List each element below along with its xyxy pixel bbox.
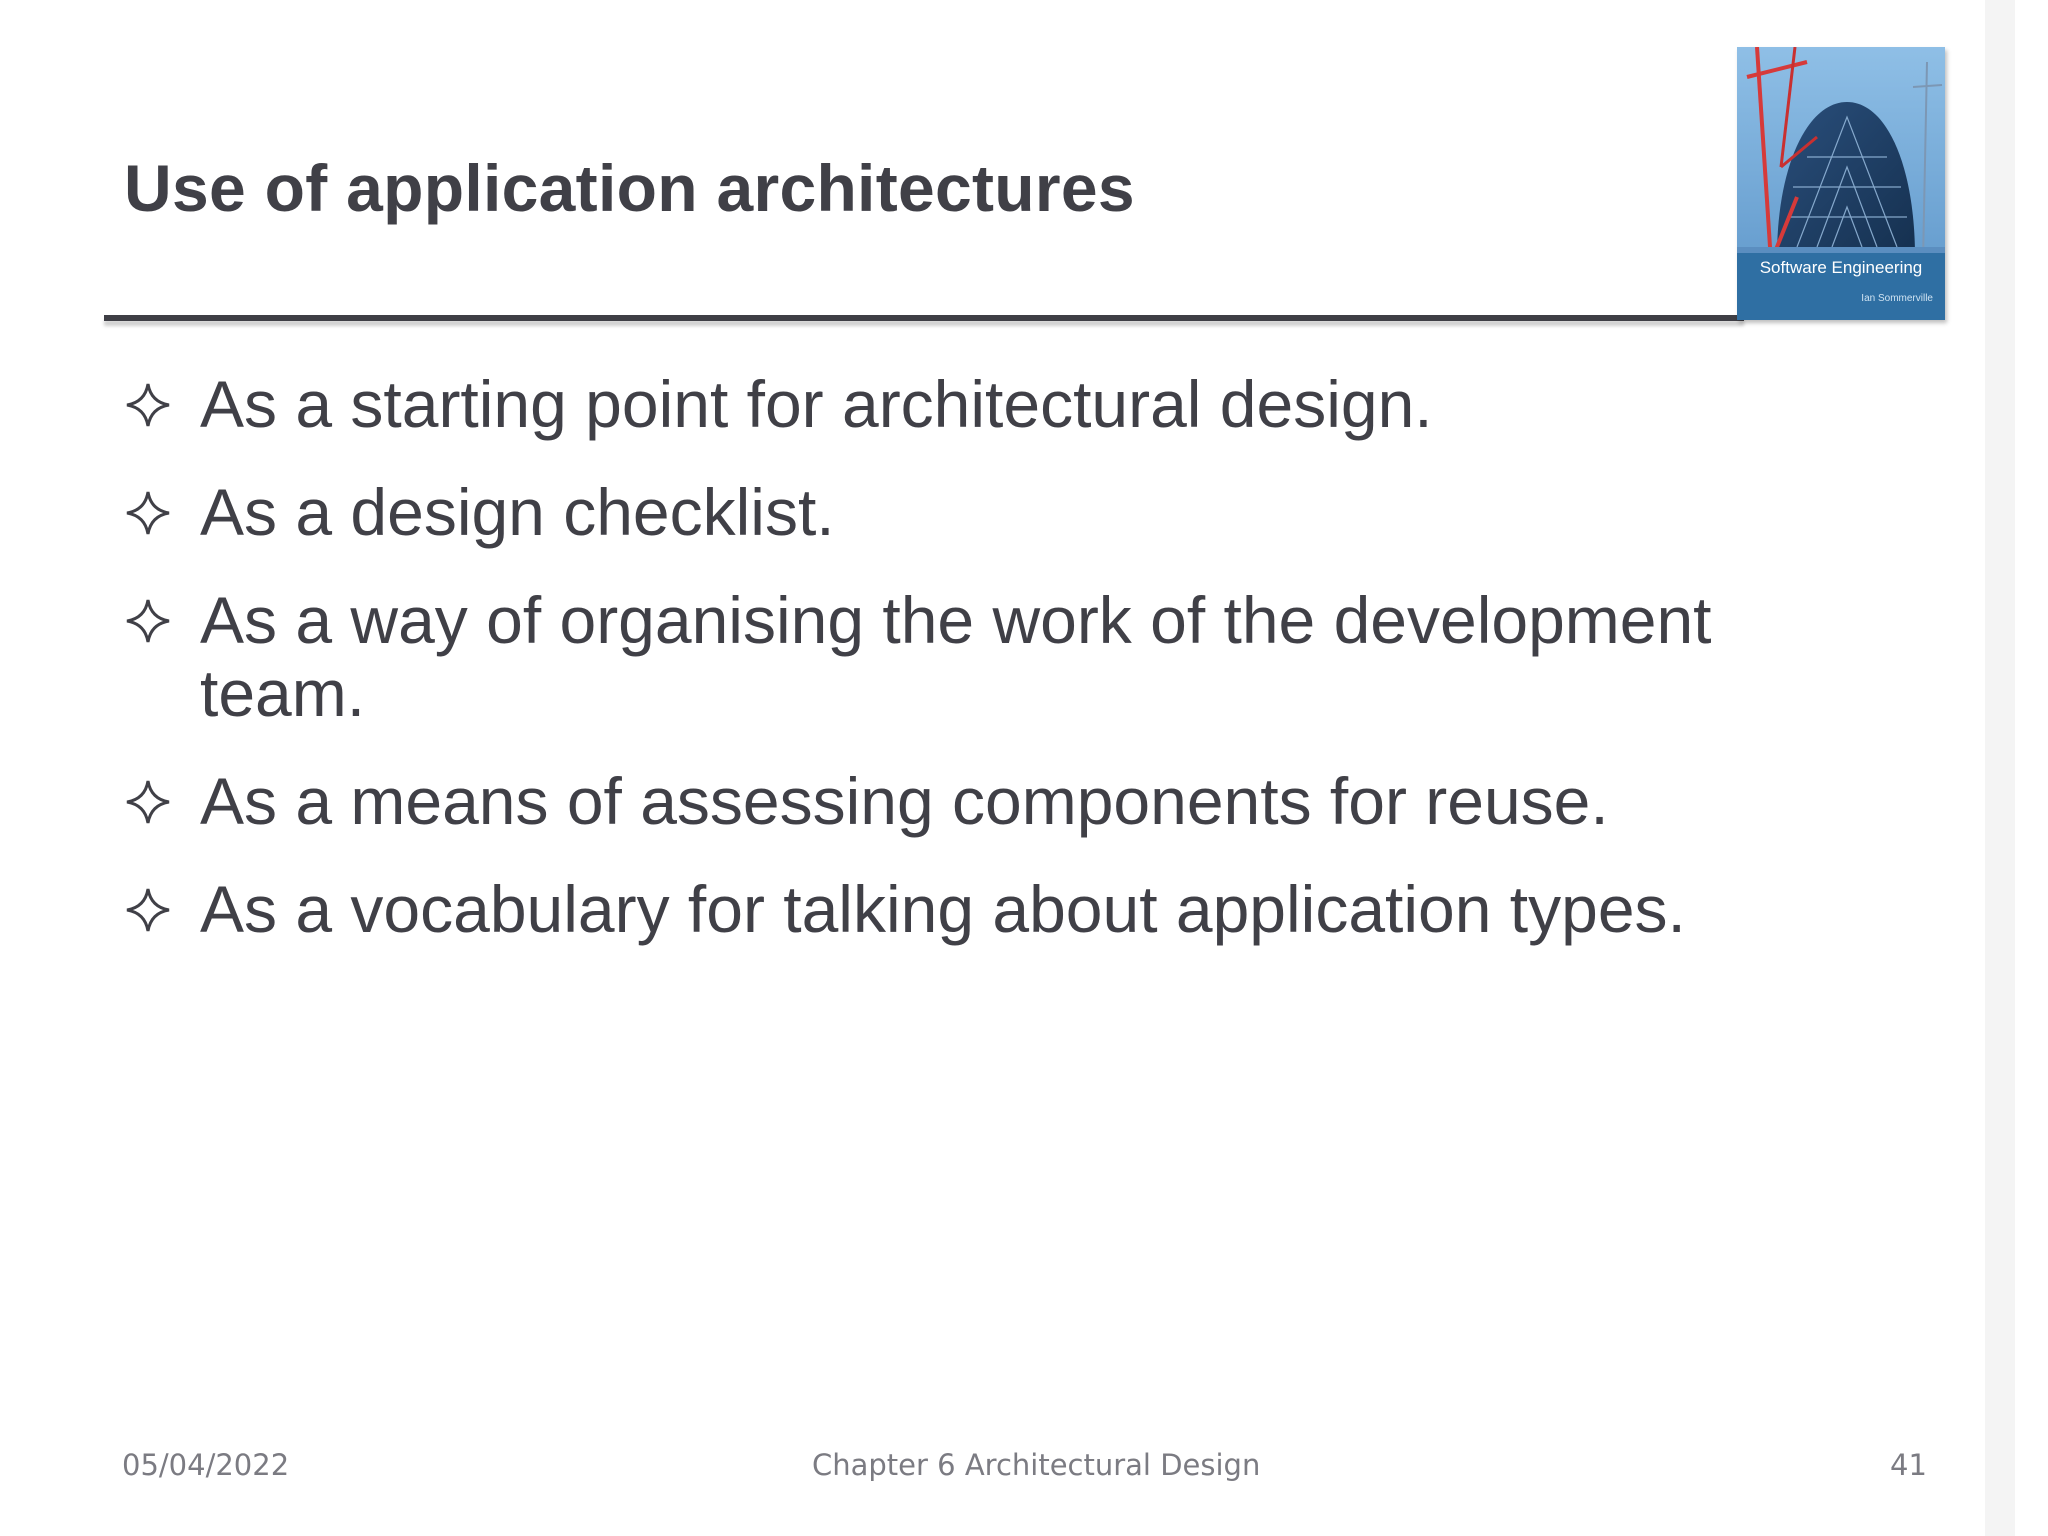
slide-number: 41 <box>1890 1448 1927 1482</box>
four-point-star-outline-icon <box>124 765 200 838</box>
bullet-text: As a vocabulary for talking about application types. <box>200 872 1686 946</box>
book-cover-image <box>1737 47 1945 320</box>
list-item <box>124 584 1824 730</box>
book-cover-title: Software Engineering <box>1759 258 1923 277</box>
bullet-text: As a design checklist. <box>200 475 835 549</box>
bullet-text: As a means of assessing components for reuse. <box>200 764 1609 838</box>
title-underline <box>104 315 1744 321</box>
page-edge-shade <box>1985 0 2015 1536</box>
list-item <box>124 765 1824 838</box>
book-cover-author: Ian Sommerville <box>1861 293 1933 304</box>
four-point-star-outline-icon <box>124 476 200 549</box>
four-point-star-outline-icon <box>124 368 200 441</box>
list-item <box>124 368 1824 441</box>
bullet-list <box>124 368 1824 981</box>
list-item <box>124 476 1824 549</box>
list-item <box>124 873 1824 946</box>
book-cover-artwork <box>1737 47 1945 320</box>
footer-chapter-title: Chapter 6 Architectural Design <box>812 1448 1261 1482</box>
slide-title: Use of application architectures <box>124 151 1135 225</box>
footer-date: 05/04/2022 <box>122 1448 290 1482</box>
bullet-text: As a starting point for architectural design. <box>200 367 1433 441</box>
bullet-text: As a way of organising the work of the development team. <box>200 583 1712 730</box>
four-point-star-outline-icon <box>124 584 200 657</box>
four-point-star-outline-icon <box>124 873 200 946</box>
